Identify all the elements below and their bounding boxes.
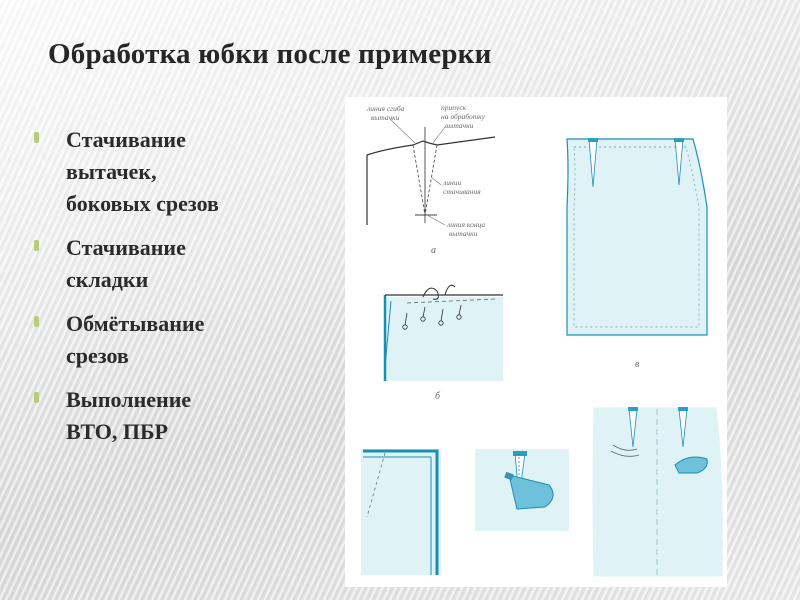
bullet-text: Стачивание вытачек, боковых срезов — [66, 127, 219, 216]
bullet-item — [34, 308, 314, 372]
diagram-finished-front — [592, 407, 723, 577]
bullet-text: Обмётывание срезов — [66, 311, 205, 368]
label-dart-end-line: линия конца вытачки — [447, 220, 486, 238]
bullet-text: Выполнение ВТО, ПБР — [66, 387, 192, 444]
bullet-marker-icon — [34, 132, 39, 143]
diagram-b-pleat — [385, 285, 503, 402]
label-allowance: припуск на обработку вытачки — [441, 103, 485, 130]
diagram-a-dart — [366, 103, 495, 256]
label-stitch-lines: линии стачивания — [443, 178, 481, 196]
label-b: б — [435, 391, 441, 402]
sewing-diagram-panel — [345, 97, 727, 587]
label-dart-fold-line: линия сгиба вытачки — [367, 104, 405, 122]
bullet-marker-icon — [34, 392, 39, 403]
bullet-item — [34, 232, 314, 296]
label-v: в — [635, 359, 640, 370]
bullet-item — [34, 384, 314, 448]
bullet-item — [34, 124, 314, 220]
sewing-diagram — [345, 97, 727, 587]
diagram-hem-corner — [361, 449, 441, 575]
slide-title: Обработка юбки после примерки — [48, 38, 492, 70]
bullet-list — [34, 124, 314, 460]
diagram-pressing — [475, 449, 569, 531]
label-a: а — [431, 245, 436, 256]
bullet-marker-icon — [34, 316, 39, 327]
bullet-marker-icon — [34, 240, 39, 251]
bullet-text: Стачивание складки — [66, 235, 186, 292]
diagram-v-skirt-panel — [567, 138, 707, 370]
